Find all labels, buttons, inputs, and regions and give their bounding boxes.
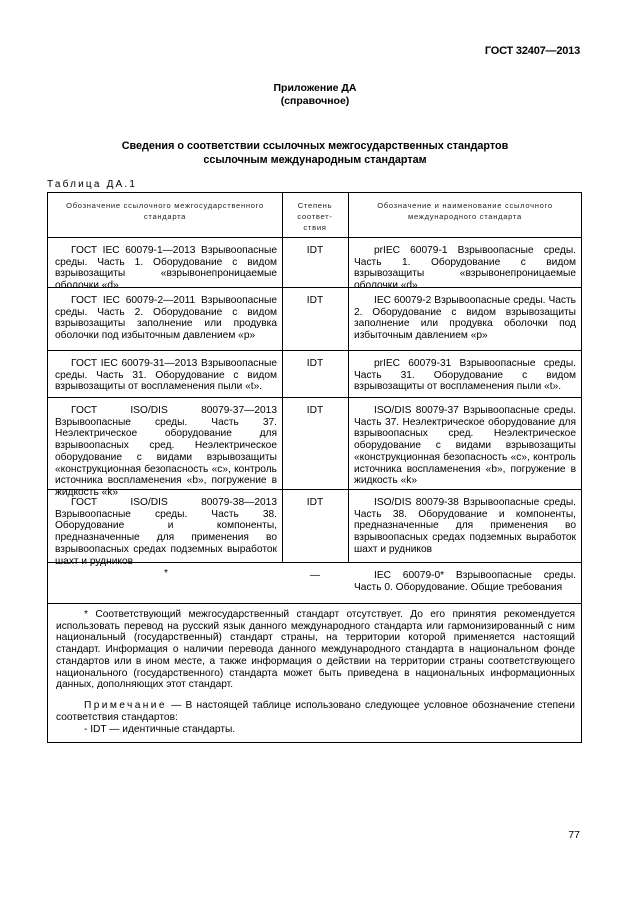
header-degree: Степень соответ-ствия (297, 201, 333, 232)
row-5-international: ISO/DIS 80079-38 Взрывоопасные среды. Часть 38. Оборудование и компоненты, предназначенные для применения во взрывоопасных средах подземных выработок шахт и рудников (354, 497, 576, 555)
row-1-degree: IDT (306, 245, 324, 256)
appendix-heading (0, 82, 630, 108)
row-6-interstate: * (164, 568, 168, 579)
note-label: Примечание (84, 700, 167, 711)
document-title (0, 139, 630, 167)
note-text: — В настоящей таблице использовано следующее условное обозначение степени соответствия стандартов: (56, 700, 575, 723)
table-footnote: * Соответствующий межгосударственный стандарт отсутствует. До его принятия рекомендуется использовать перевод на русский язык данного международного стандарта или гармонизированный с ним национальный (государственный) стандарт страны, на территории которой применяется настоящий стандарт. Информация о наличии перевода данного международного стандарта в национальном фонде стандартов или в ином месте, а также информация о действии на территории страны соответствующего национального (государственного) стандарта может быть приведена в национальных информационных данных, дополняющих этот стандарт. (56, 609, 575, 691)
table-caption: Таблица ДА.1 (47, 179, 138, 190)
row-2-degree: IDT (306, 295, 324, 306)
row-2-interstate: ГОСТ IEC 60079-2—2011 Взрывоопасные среды. Часть 2. Оборудование с видом взрывозащиты заполнение или продувка оболочки под избыточным давлением «p» (55, 295, 277, 342)
header-interstate-standard: Обозначение ссылочного межгосударственного стандарта (66, 201, 264, 221)
column-divider (348, 193, 349, 562)
row-3-degree: IDT (306, 358, 324, 369)
row-5-interstate: ГОСТ ISO/DIS 80079-38—2013 Взрывоопасные среды. Часть 38. Оборудование и компоненты, предназначенные для применения во взрывоопасных средах подземных выработок шахт и рудников (55, 497, 277, 567)
row-1-interstate: ГОСТ IEC 60079-1—2013 Взрывоопасные среды. Часть 1. Оборудование с видом взрывозащиты «взрывонепроницаемые оболочки «d» (55, 245, 277, 292)
row-3-interstate: ГОСТ IEC 60079-31—2013 Взрывоопасные среды. Часть 31. Оборудование с видом взрывозащиты от воспламенения пыли «t». (55, 358, 277, 393)
table-note (56, 700, 575, 723)
document-title-line-2: ссылочным международным стандартам (203, 154, 427, 166)
row-4-international: ISO/DIS 80079-37 Взрывоопасные среды. Часть 37. Неэлектрическое оборудование для взрывоопасных сред. Неэлектрическое оборудование с видами взрывозащиты «конструкционная безопасность «c», контроль источника воспламенения «b», погружение в жидкость «k» (354, 405, 576, 487)
note-item-idt: - IDT — идентичные стандарты. (84, 724, 236, 735)
row-divider (48, 397, 581, 398)
row-divider (48, 350, 581, 351)
document-title-line-1: Сведения о соответствии ссылочных межгосударственных стандартов (121, 140, 509, 152)
appendix-title: Приложение ДА (273, 82, 357, 94)
header-international-standard: Обозначение и наименование ссылочного международного стандарта (377, 201, 553, 221)
standard-id: ГОСТ 32407—2013 (484, 45, 580, 57)
header-divider (48, 237, 581, 238)
appendix-subtitle: (справочное) (280, 95, 350, 107)
row-3-international: prIEC 60079-31 Взрывоопасные среды. Часть 31. Оборудование с видом взрывозащиты от воспламенения пыли «t». (354, 358, 576, 393)
row-6-international: IEC 60079-0* Взрывоопасные среды. Часть 0. Оборудование. Общие требования (354, 570, 576, 593)
row-4-interstate: ГОСТ ISO/DIS 80079-37—2013 Взрывоопасные среды. Часть 37. Неэлектрическое оборудование для взрывоопасных сред. Неэлектрическое оборудование с видами взрывозащиты «конструкционная безопасность «c», контроль источника воспламенения «b», погружение в жидкость «k» (55, 405, 277, 498)
page-number: 77 (568, 829, 580, 841)
row-1-international: prIEC 60079-1 Взрывоопасные среды. Часть 1. Оборудование с видом взрывозащиты «взрывонепроницаемые оболочки «d» (354, 245, 576, 292)
row-5-degree: IDT (306, 497, 324, 508)
row-4-degree: IDT (306, 405, 324, 416)
row-6-degree: — (309, 570, 321, 581)
row-divider (48, 603, 581, 604)
row-2-international: IEC 60079-2 Взрывоопасные среды. Часть 2. Оборудование с видом взрывозащиты заполнение или продувка оболочки под избыточным давлением «p» (354, 295, 576, 342)
